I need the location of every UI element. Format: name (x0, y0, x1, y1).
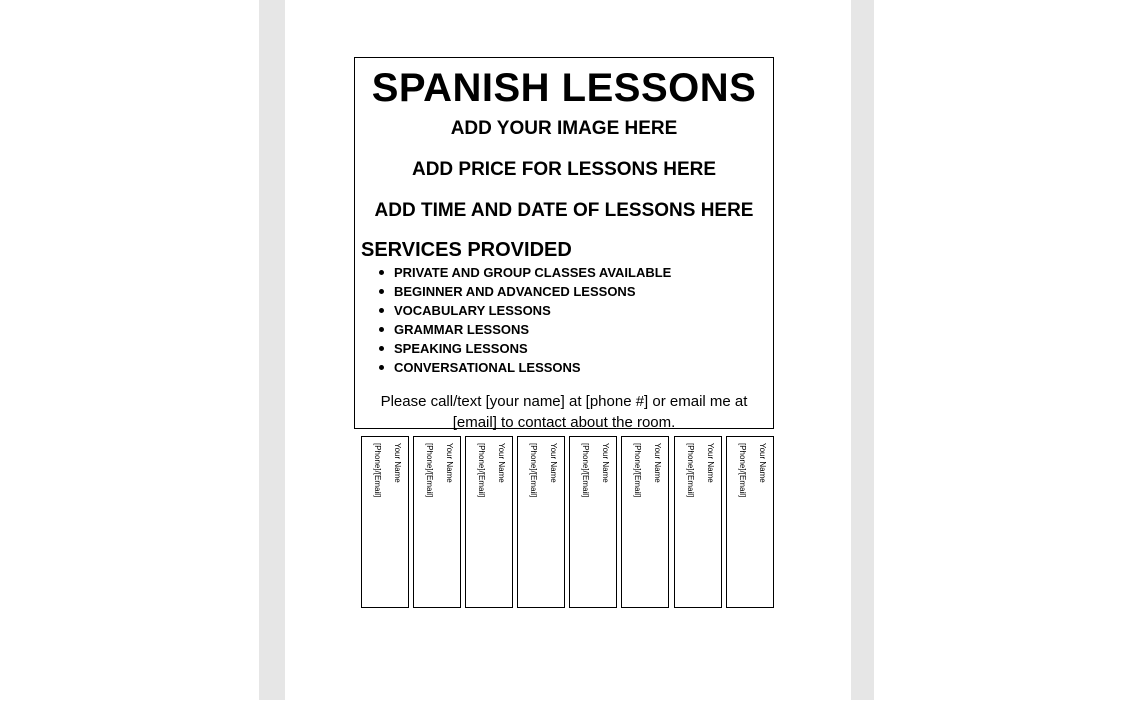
contact-line-1: Please call/text [your name] at [phone #] or email me at (380, 393, 748, 410)
list-item: SPEAKING LESSONS (377, 339, 671, 358)
tab-name: Your Name (758, 443, 767, 483)
tab-name: Your Name (445, 443, 454, 483)
tear-tab (517, 436, 565, 608)
list-item: GRAMMAR LESSONS (377, 320, 671, 339)
tear-tab (569, 436, 617, 608)
tab-contact: [Phone]/[Email] (373, 443, 382, 498)
tear-tab (674, 436, 722, 608)
tab-name: Your Name (706, 443, 715, 483)
time-placeholder: ADD TIME AND DATE OF LESSONS HERE (374, 200, 754, 221)
list-item: BEGINNER AND ADVANCED LESSONS (377, 282, 671, 301)
tab-contact: [Phone]/[Email] (425, 443, 434, 498)
list-item: VOCABULARY LESSONS (377, 301, 671, 320)
tab-name: Your Name (601, 443, 610, 483)
tab-name: Your Name (549, 443, 558, 483)
tear-tab (413, 436, 461, 608)
tab-contact: [Phone]/[Email] (686, 443, 695, 498)
services-heading: SERVICES PROVIDED (361, 239, 572, 261)
list-item: CONVERSATIONAL LESSONS (377, 358, 671, 377)
tear-tab (726, 436, 774, 608)
tab-contact: [Phone]/[Email] (477, 443, 486, 498)
contact-line-2: [email] to contact about the room. (452, 414, 676, 431)
tab-contact: [Phone]/[Email] (581, 443, 590, 498)
price-placeholder: ADD PRICE FOR LESSONS HERE (411, 159, 717, 180)
page-gutter-left (259, 0, 285, 700)
list-item: PRIVATE AND GROUP CLASSES AVAILABLE (377, 263, 671, 282)
tear-tab (465, 436, 513, 608)
tab-contact: [Phone]/[Email] (633, 443, 642, 498)
tab-name: Your Name (653, 443, 662, 483)
tear-tab (621, 436, 669, 608)
tab-contact: [Phone]/[Email] (529, 443, 538, 498)
services-list (377, 263, 671, 377)
tab-name: Your Name (393, 443, 402, 483)
flyer-box (354, 57, 774, 429)
page-gutter-right (851, 0, 874, 700)
image-placeholder: ADD YOUR IMAGE HERE (450, 118, 678, 139)
tab-name: Your Name (497, 443, 506, 483)
tab-contact: [Phone]/[Email] (738, 443, 747, 498)
tear-tab (361, 436, 409, 608)
contact-text (363, 391, 765, 433)
flyer-title: SPANISH LESSONS (371, 66, 757, 110)
